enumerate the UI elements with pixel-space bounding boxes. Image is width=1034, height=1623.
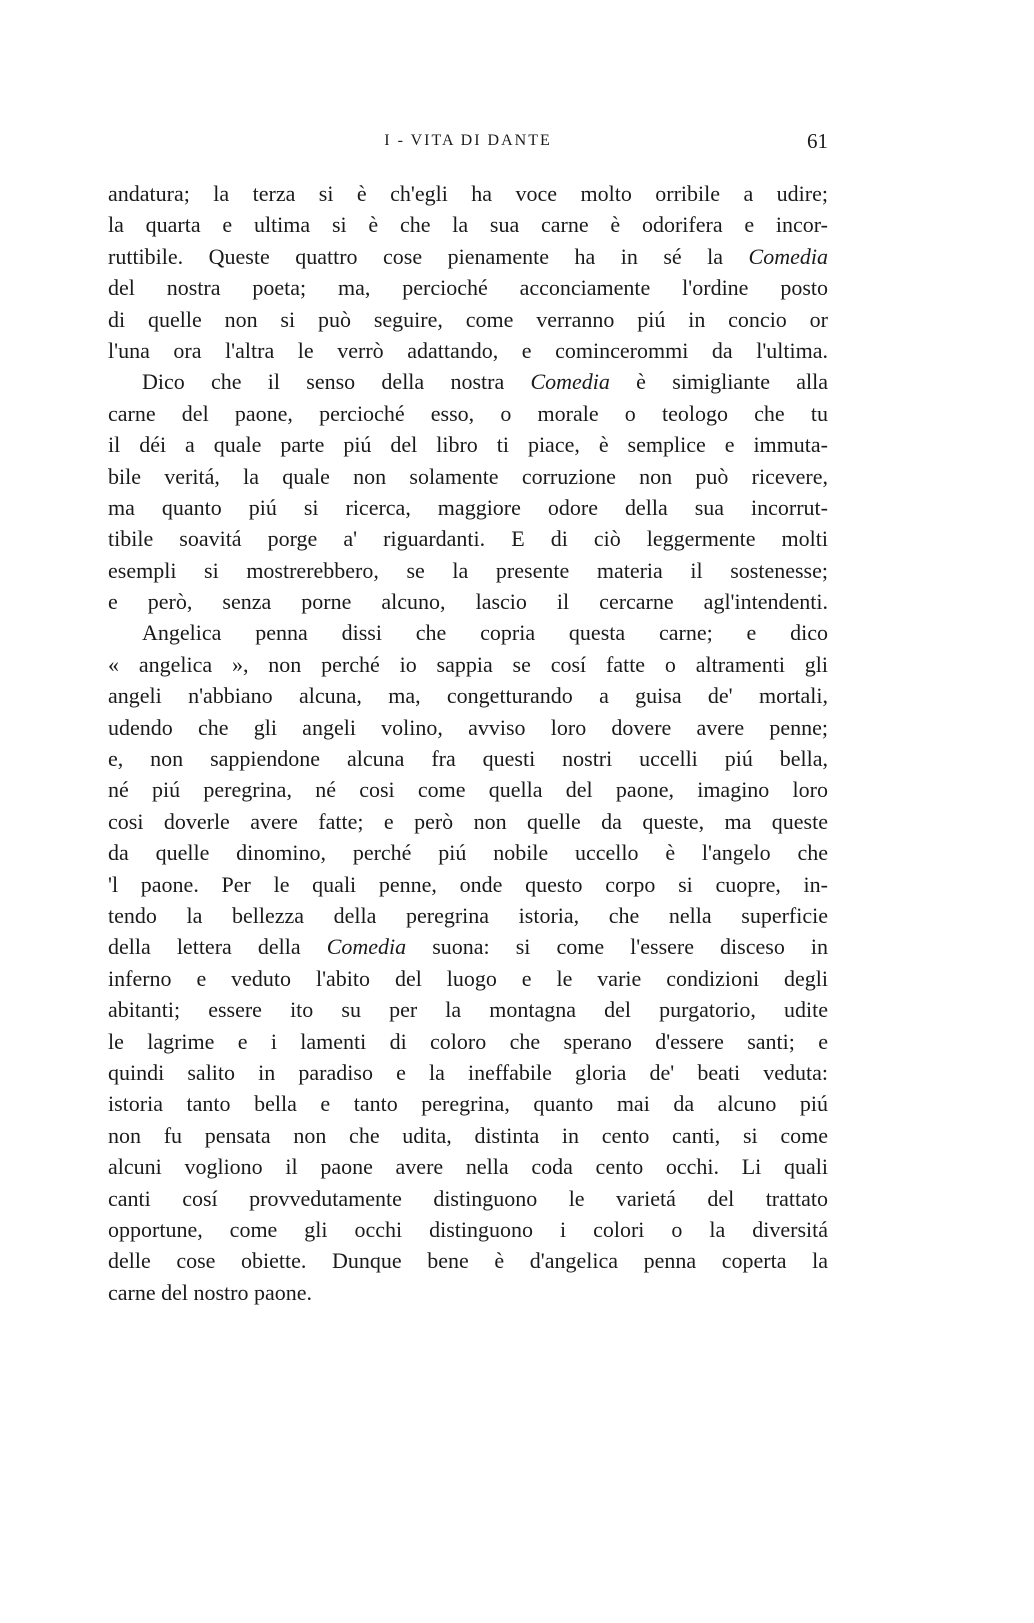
text-line: istoria tanto bella e tanto peregrina, quanto mai da alcuno piú [108, 1091, 828, 1117]
text-line: non fu pensata non che udita, distinta in cento canti, si come [108, 1122, 828, 1148]
text-line: e però, senza porne alcuno, lascio il cercarne agl'intendenti. [108, 589, 828, 615]
text-line: l'una ora l'altra le verrò adattando, e comincerommi da l'ultima. [108, 337, 828, 363]
page-number: 61 [807, 129, 828, 153]
text-line: da quelle dinomino, perché piú nobile uccello è l'angelo che [108, 840, 828, 866]
text-line: canti cosí provvedutamente distinguono le varietá del trattato [108, 1185, 828, 1211]
text-line: tibile soavitá porge a' riguardanti. E di ciò leggermente molti [108, 526, 828, 552]
text-line: quindi salito in paradiso e la ineffabile gloria de' beati veduta: [108, 1059, 828, 1085]
text-line: le lagrime e i lamenti di coloro che sperano d'essere santi; e [108, 1028, 828, 1054]
text-line: tendo la bellezza della peregrina istoria, che nella superficie [108, 902, 828, 928]
text-line: della lettera della Comedia suona: si come l'essere disceso in [108, 934, 828, 960]
body-text [108, 178, 828, 1308]
text-line: né piú peregrina, né cosi come quella del paone, imagino loro [108, 777, 828, 803]
text-line: bile veritá, la quale non solamente corruzione non può ricevere, [108, 463, 828, 489]
text-line: la quarta e ultima si è che la sua carne è odorifera e incor- [108, 212, 828, 238]
text-line: di quelle non si può seguire, come verranno piú in concio or [108, 306, 828, 332]
text-line: e, non sappiendone alcuna fra questi nostri uccelli piú bella, [108, 746, 828, 772]
text-line: alcuni vogliono il paone avere nella coda cento occhi. Li quali [108, 1154, 828, 1180]
running-head [108, 126, 828, 156]
text-line: abitanti; essere ito su per la montagna del purgatorio, udite [108, 997, 828, 1023]
text-line: « angelica », non perché io sappia se cosí fatte o altramenti gli [108, 651, 828, 677]
text-line: andatura; la terza si è ch'egli ha voce molto orribile a udire; [108, 181, 828, 206]
text-line: Dico che il senso della nostra Comedia è simigliante alla [142, 369, 828, 395]
text-line: esempli si mostrerebbero, se la presente materia il sostenesse; [108, 557, 828, 583]
text-line: del nostra poeta; ma, percioché acconciamente l'ordine posto [108, 275, 828, 301]
text-line: ruttibile. Queste quattro cose pienamente ha in sé la Comedia [108, 243, 828, 269]
text-line: angeli n'abbiano alcuna, ma, congetturando a guisa de' mortali, [108, 683, 828, 709]
text-line: carne del paone, percioché esso, o morale o teologo che tu [108, 400, 828, 426]
text-line: opportune, come gli occhi distinguono i colori o la diversitá [108, 1216, 828, 1242]
text-line: Angelica penna dissi che copria questa carne; e dico [142, 620, 828, 646]
italic-title: Comedia [748, 243, 828, 269]
text-line: delle cose obiette. Dunque bene è d'angelica penna coperta la [108, 1248, 828, 1274]
text-line: il déi a quale parte piú del libro ti piace, è semplice e immuta- [108, 432, 828, 458]
text-line: inferno e veduto l'abito del luogo e le varie condizioni degli [108, 965, 828, 991]
text-line: udendo che gli angeli volino, avviso loro dovere avere penne; [108, 714, 828, 740]
running-title: I - VITA DI DANTE [384, 132, 552, 149]
text-line: 'l paone. Per le quali penne, onde questo corpo si cuopre, in- [108, 871, 828, 897]
text-line: cosi doverle avere fatte; e però non quelle da queste, ma queste [108, 808, 828, 834]
italic-title: Comedia [326, 934, 407, 960]
text-line: carne del nostro paone. [108, 1279, 313, 1305]
text-line: ma quanto piú si ricerca, maggiore odore della sua incorrut- [108, 494, 828, 520]
italic-title: Comedia [530, 369, 610, 395]
